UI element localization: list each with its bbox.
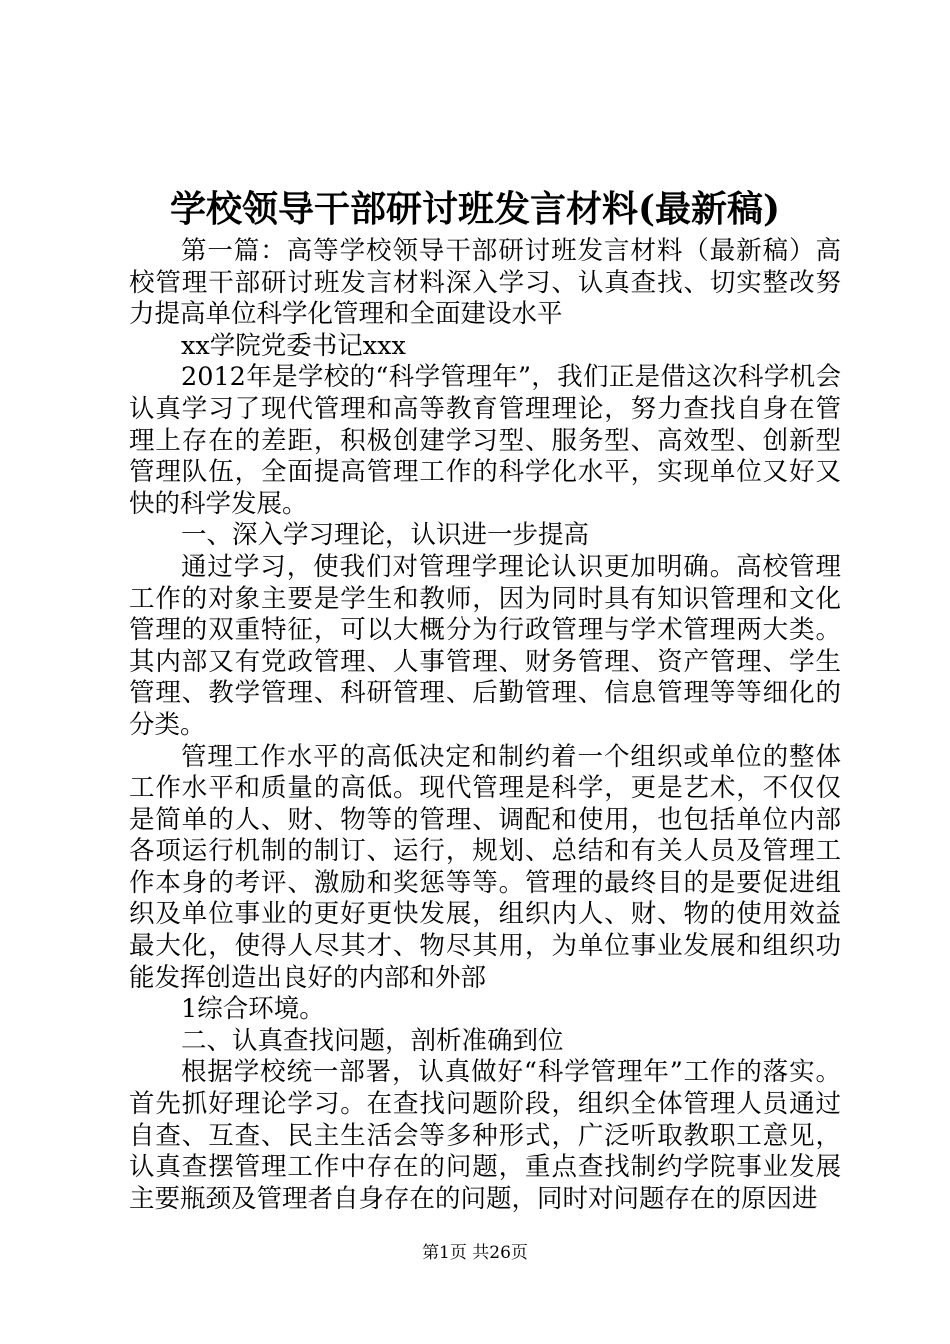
- paragraph-environment: 1综合环境。: [181, 994, 325, 1025]
- paragraph-implementation: 根据学校统一部署，认真做好“科学管理年”工作的落实。首先抓好理论学习。在查找问题阶段，组织全体管理人员通过自查、互查、民主生活会等多种形式，广泛听取教职工意见，认真查摆管理工作中存在的问题，重点查找制约学院事业发展主要瓶颈及管理者自身存在的问题，同时对问题存在的原因进: [129, 1057, 841, 1214]
- section-heading-2: 二、认真查找问题，剖析准确到位: [181, 1025, 564, 1056]
- document-title: 学校领导干部研讨班发言材料(最新稿): [169, 188, 781, 230]
- paragraph-author: xx学院党委书记xxx: [181, 330, 406, 361]
- document-body: [129, 236, 841, 1215]
- paragraph-study: 通过学习，使我们对管理学理论认识更加明确。高校管理工作的对象主要是学生和教师，因为同时具有知识管理和文化管理的双重特征，可以大概分为行政管理与学术管理两大类。其内部又有党政管理、人事管理、财务管理、资产管理、学生管理、教学管理、科研管理、后勤管理、信息管理等等细化的分类。: [129, 551, 841, 740]
- paragraph-intro: 第一篇：高等学校领导干部研讨班发言材料（最新稿）高校管理干部研讨班发言材料深入学习、认真查找、切实整改努力提高单位科学化管理和全面建设水平: [129, 236, 841, 330]
- page-number-footer: 第1页 共26页: [422, 1243, 528, 1263]
- section-heading-1: 一、深入学习理论，认识进一步提高: [181, 520, 590, 551]
- paragraph-management: 管理工作水平的高低决定和制约着一个组织或单位的整体工作水平和质量的高低。现代管理是科学，更是艺术，不仅仅是简单的人、财、物等的管理、调配和使用，也包括单位内部各项运行机制的制订、运行，规划、总结和有关人员及管理工作本身的考评、激励和奖惩等等。管理的最终目的是要促进组织及单位事业的更好更快发展，组织内人、财、物的使用效益最大化，使得人尽其才、物尽其用，为单位事业发展和组织功能发挥创造出良好的内部和外部: [129, 741, 841, 993]
- paragraph-background: 2012年是学校的“科学管理年”，我们正是借这次科学机会认真学习了现代管理和高等教育管理理论，努力查找自身在管理上存在的差距，积极创建学习型、服务型、高效型、创新型管理队伍，全面提高管理工作的科学化水平，实现单位又好又快的科学发展。: [129, 362, 841, 519]
